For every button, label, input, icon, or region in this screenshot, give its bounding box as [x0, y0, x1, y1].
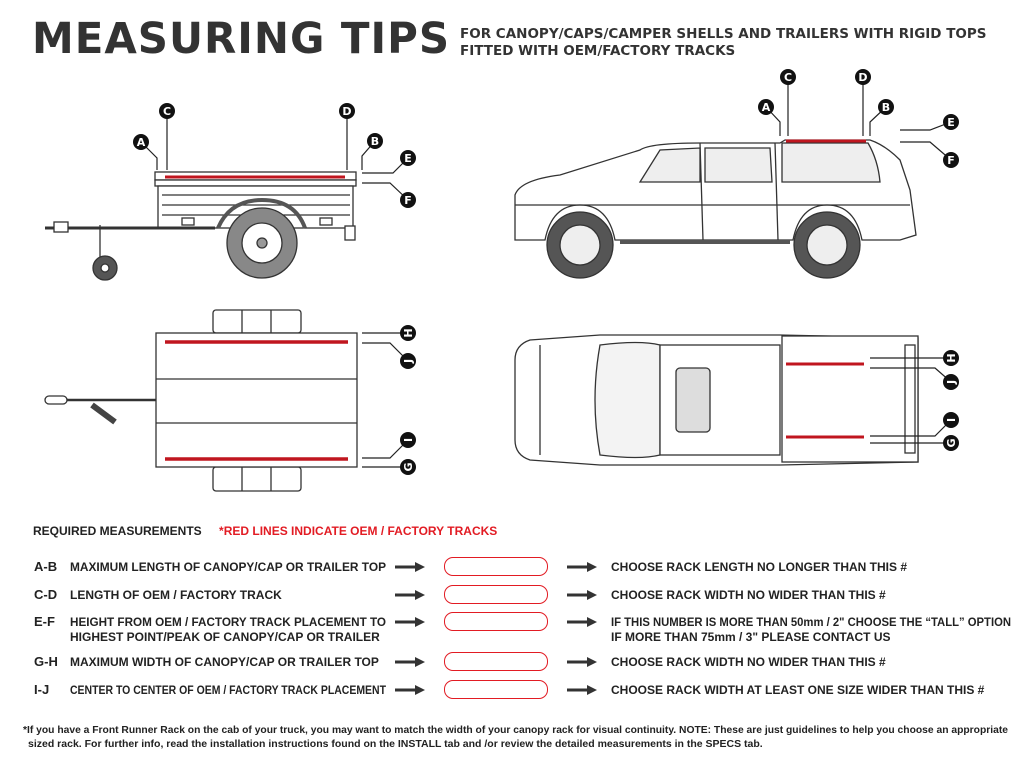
row-code: I-J: [34, 682, 50, 697]
arrow-right-icon: [395, 617, 425, 627]
row-code: C-D: [34, 587, 58, 602]
callout-a: [758, 99, 774, 115]
svg-text:A: A: [761, 101, 771, 114]
svg-text:F: F: [947, 154, 955, 167]
row-code: G-H: [34, 654, 58, 669]
arrow-right-icon: [567, 657, 597, 667]
callout-j: [943, 374, 959, 390]
row-result: IF MORE THAN 75mm / 3" PLEASE CONTACT US: [611, 630, 891, 644]
callout-b: [878, 99, 894, 115]
callout-c: [780, 69, 796, 85]
svg-text:G: G: [402, 462, 415, 472]
callout-e: [400, 150, 416, 166]
callout-h: [400, 325, 416, 341]
required-measurements-heading: [33, 524, 497, 538]
svg-text:A: A: [136, 136, 146, 149]
callout-a: [133, 134, 149, 150]
callout-g: [400, 459, 416, 475]
callout-b: [367, 133, 383, 149]
row-result: CHOOSE RACK WIDTH AT LEAST ONE SIZE WIDER THAN THIS #: [611, 683, 985, 697]
arrow-right-icon: [395, 685, 425, 695]
svg-text:E: E: [947, 116, 955, 129]
svg-text:C: C: [783, 71, 793, 84]
row-description: LENGTH OF OEM / FACTORY TRACK: [70, 588, 282, 602]
callout-e: [943, 114, 959, 130]
arrow-right-icon: [567, 590, 597, 600]
callout-i: [400, 432, 416, 448]
row-description: HEIGHT FROM OEM / FACTORY TRACK PLACEMENT TO: [70, 615, 386, 629]
callout-f: [400, 192, 416, 208]
row-result: CHOOSE RACK WIDTH NO WIDER THAN THIS #: [611, 588, 886, 602]
svg-text:G: G: [945, 438, 958, 448]
svg-text:B: B: [370, 135, 380, 148]
callout-d: [855, 69, 871, 85]
measurement-input-i-j[interactable]: [444, 680, 548, 699]
measurement-input-e-f[interactable]: [444, 612, 548, 631]
page-title: MEASURING TIPS: [32, 14, 451, 64]
row-description: MAXIMUM LENGTH OF CANOPY/CAP OR TRAILER TOP: [70, 560, 387, 574]
svg-text:F: F: [404, 194, 412, 207]
row-code: E-F: [34, 614, 55, 629]
arrow-right-icon: [567, 685, 597, 695]
svg-text:J: J: [945, 379, 958, 385]
arrow-right-icon: [395, 562, 425, 572]
svg-text:B: B: [881, 101, 891, 114]
svg-text:H: H: [945, 353, 958, 363]
callout-j: [400, 353, 416, 369]
trailer-top-view: [45, 310, 357, 491]
svg-text:I: I: [945, 417, 958, 423]
footnote: [23, 724, 1024, 751]
callout-d: [339, 103, 355, 119]
svg-text:C: C: [162, 105, 172, 118]
svg-text:D: D: [858, 71, 868, 84]
row-result: IF THIS NUMBER IS MORE THAN 50mm / 2" CHOOSE THE “TALL” OPTION: [611, 615, 1012, 629]
arrow-right-icon: [567, 562, 597, 572]
arrow-right-icon: [395, 590, 425, 600]
row-result: CHOOSE RACK WIDTH NO WIDER THAN THIS #: [611, 655, 886, 669]
trailer-side-view: [45, 172, 356, 280]
row-code: A-B: [34, 559, 58, 574]
subtitle-line: FOR CANOPY/CAPS/CAMPER SHELLS AND TRAILERS WITH RIGID TOPS: [460, 26, 987, 42]
svg-text:J: J: [402, 358, 415, 364]
subtitle-line: FITTED WITH OEM/FACTORY TRACKS: [460, 43, 736, 59]
callout-h: [943, 350, 959, 366]
svg-text:D: D: [342, 105, 352, 118]
svg-text:E: E: [404, 152, 412, 165]
red-lines-note: *RED LINES INDICATE OEM / FACTORY TRACKS: [219, 524, 498, 538]
arrow-right-icon: [395, 657, 425, 667]
callout-c: [159, 103, 175, 119]
callout-g: [943, 435, 959, 451]
footnote-line: *If you have a Front Runner Rack on the cab of your truck, you may want to match the width of your canopy rack for visual continuity. NOTE: These are just guidelines to help you choose an appropriate: [23, 724, 1008, 736]
footnote-line: sized rack. For further info, read the installation instructions found on the INSTALL tab and /or review the detailed measurements in the SPECS tab.: [28, 737, 763, 750]
measurement-input-g-h[interactable]: [444, 652, 548, 671]
callout-f: [943, 152, 959, 168]
row-description: MAXIMUM WIDTH OF CANOPY/CAP OR TRAILER TOP: [70, 655, 379, 669]
required-label: REQUIRED MEASUREMENTS: [33, 524, 202, 538]
measurement-input-c-d[interactable]: [444, 585, 548, 604]
callout-i: [943, 412, 959, 428]
svg-text:I: I: [402, 437, 415, 443]
arrow-right-icon: [567, 617, 597, 627]
svg-text:H: H: [402, 328, 415, 338]
row-description: CENTER TO CENTER OF OEM / FACTORY TRACK PLACEMENT: [70, 683, 386, 697]
row-result: CHOOSE RACK LENGTH NO LONGER THAN THIS #: [611, 560, 908, 574]
measurement-input-a-b[interactable]: [444, 557, 548, 576]
row-description: HIGHEST POINT/PEAK OF CANOPY/CAP OR TRAILER: [70, 630, 380, 644]
truck-top-view: [515, 335, 918, 465]
truck-side-view: [515, 140, 916, 278]
